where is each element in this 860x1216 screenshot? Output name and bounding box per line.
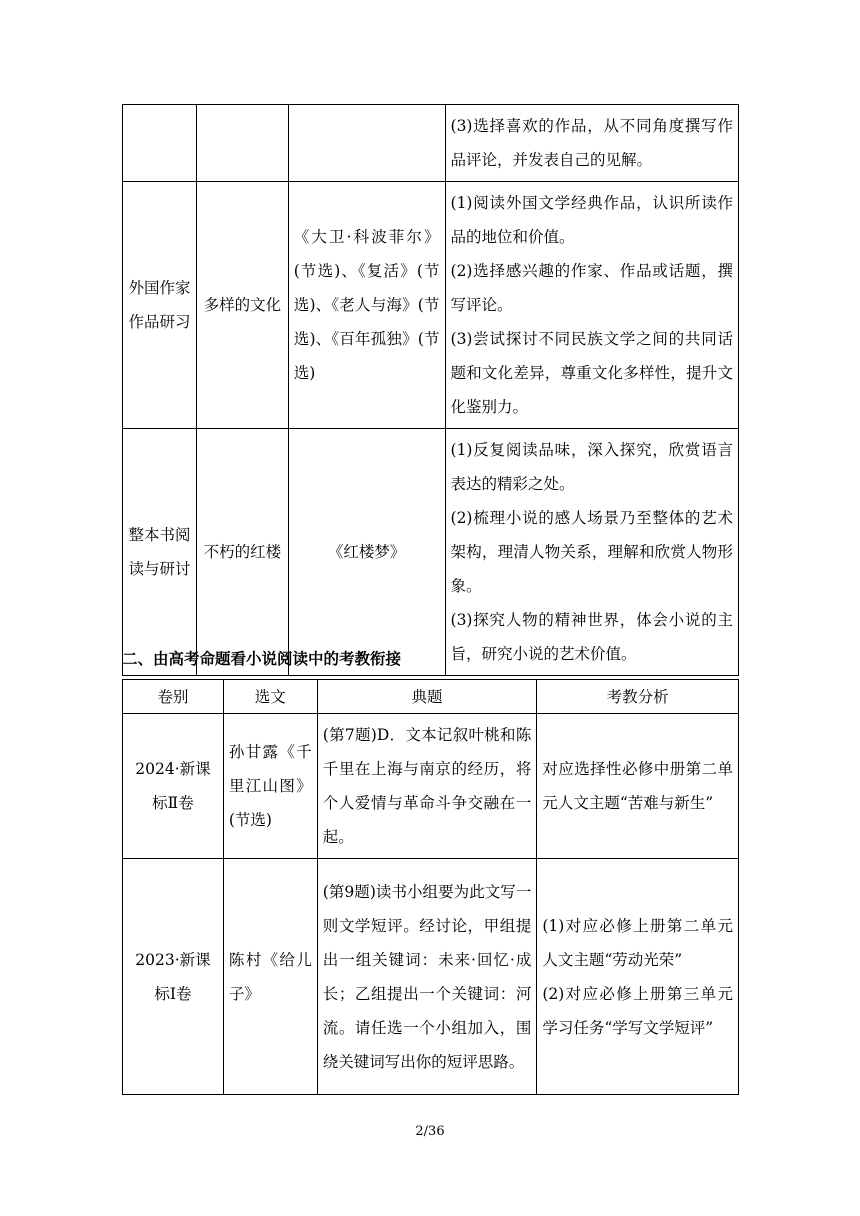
question-cell: (第9题)读书小组要为此文写一则文学短评。经讨论，甲组提出一组关键词：未来·回忆·成长；乙组提出一个关键词：河流。请任选一个小组加入，围绕关键词写出你的短评思路。 — [317, 859, 537, 1095]
analysis-cell — [537, 859, 739, 1095]
table-cell — [288, 105, 445, 182]
text-cell: 孙甘露《千里江山图》(节选) — [223, 714, 317, 859]
task-item: (2)梳理小说的感人场景乃至整体的艺术架构，理清人物关系，理解和欣赏人物形象。 — [450, 509, 733, 595]
paper-cell: 2023·新课标Ⅰ卷 — [123, 859, 224, 1095]
unit-name-cell: 整本书阅读与研讨 — [123, 429, 197, 676]
exam-table — [122, 679, 739, 1095]
table-row — [123, 714, 739, 859]
curriculum-table — [122, 104, 739, 676]
table-row — [123, 105, 739, 182]
theme-cell: 不朽的红楼 — [196, 429, 288, 676]
analysis-cell: 对应选择性必修中册第二单元人文主题“苦难与新生” — [537, 714, 739, 859]
theme-cell: 多样的文化 — [196, 182, 288, 429]
task-item: (2)选择感兴趣的作家、作品或话题，撰写评论。 — [450, 262, 733, 314]
analysis-item: (1)对应必修上册第二单元人文主题“劳动光荣” — [542, 916, 733, 969]
texts-cell: 《红楼梦》 — [288, 429, 445, 676]
text-cell: 陈村《给儿子》 — [223, 859, 317, 1095]
texts-cell: 《大卫·科波菲尔》(节选)、《复活》(节选)、《老人与海》(节选)、《百年孤独》(节选) — [288, 182, 445, 429]
paper-cell: 2024·新课标Ⅱ卷 — [123, 714, 224, 859]
table-row — [123, 859, 739, 1095]
unit-name-cell: 外国作家作品研习 — [123, 182, 197, 429]
analysis-item: (2)对应必修上册第三单元学习任务“学写文学短评” — [542, 984, 733, 1037]
table-cell — [196, 105, 288, 182]
table-row — [123, 182, 739, 429]
task-item: (1)阅读外国文学经典作品，认识所读作品的地位和价值。 — [450, 194, 733, 246]
column-header: 选文 — [223, 680, 317, 714]
task-item: (3)尝试探讨不同民族文学之间的共同话题和文化差异，尊重文化多样性，提升文化鉴别力。 — [450, 330, 733, 416]
tasks-cell — [445, 182, 738, 429]
table-header-row — [123, 680, 739, 714]
column-header: 考教分析 — [537, 680, 739, 714]
tasks-cell — [445, 429, 738, 676]
task-item: (1)反复阅读品味，深入探究，欣赏语言表达的精彩之处。 — [450, 441, 733, 493]
section-heading: 二、由高考命题看小说阅读中的考教衔接 — [122, 649, 402, 668]
table-cell — [123, 105, 197, 182]
question-cell: (第7题)D．文本记叙叶桃和陈千里在上海与南京的经历，将个人爱情与革命斗争交融在一起。 — [317, 714, 537, 859]
task-item: (3)探究人物的精神世界，体会小说的主旨，研究小说的艺术价值。 — [450, 611, 733, 663]
column-header: 典题 — [317, 680, 537, 714]
column-header: 卷别 — [123, 680, 224, 714]
table-cell: (3)选择喜欢的作品，从不同角度撰写作品评论，并发表自己的见解。 — [445, 105, 738, 182]
page-number: 2/36 — [415, 1124, 445, 1139]
table-row — [123, 429, 739, 676]
